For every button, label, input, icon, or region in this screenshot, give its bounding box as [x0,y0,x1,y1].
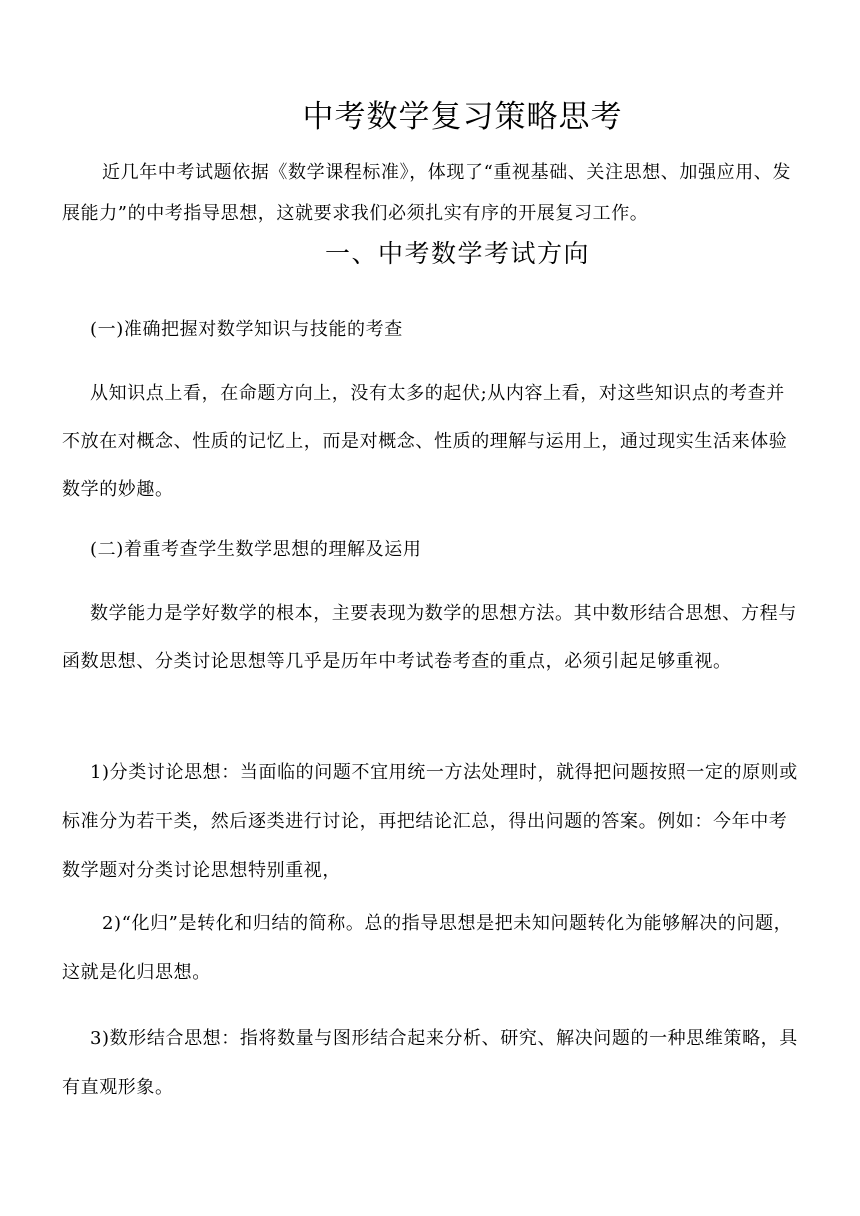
section-heading: 一、中考数学考试方向 [324,239,590,268]
thinking-item-3: 3)数形结合思想：指将数量与图形结合起来分析、研究、解决问题的一种思维策略，具有直观形象。 [62,1028,798,1098]
thinking-item-1: 1)分类讨论思想：当面临的问题不宜用统一方法处理时，就得把问题按照一定的原则或标准分为若干类，然后逐类进行讨论，再把结论汇总，得出问题的答案。例如：今年中考数学题对分类讨论思想特别重视， [62,762,798,881]
thinking-item-2: 2)“化归”是转化和归结的简称。总的指导思想是把未知问题转化为能够解决的问题，这就是化归思想。 [62,913,793,983]
intro-paragraph: 近几年中考试题依据《数学课程标准》，体现了“重视基础、关注思想、加强应用、发展能力”的中考指导思想，这就要求我们必须扎实有序的开展复习工作。 [62,162,791,224]
subsection-1-body: 从知识点上看，在命题方向上，没有太多的起伏;从内容上看，对这些知识点的考查并不放在对概念、性质的记忆上，而是对概念、性质的理解与运用上，通过现实生活来体验数学的妙趣。 [62,383,788,500]
document-title: 中考数学复习策略思考 [302,99,623,135]
subsection-2-body: 数学能力是学好数学的根本，主要表现为数学的思想方法。其中数形结合思想、方程与函数思想、分类讨论思想等几乎是历年中考试卷考查的重点，必须引起足够重视。 [62,603,797,672]
subsection-heading-2: (二)着重考查学生数学思想的理解及运用 [90,539,422,560]
subsection-heading-1: (一)准确把握对数学知识与技能的考查 [90,319,403,340]
